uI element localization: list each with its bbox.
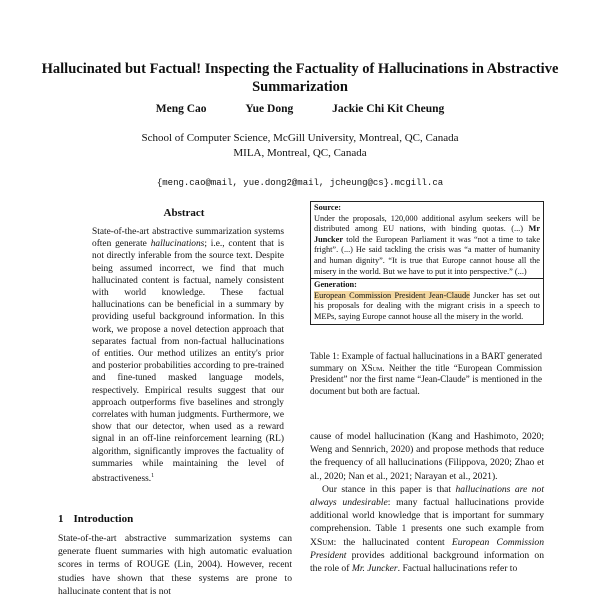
abstract-body	[92, 226, 284, 485]
section-title: Introduction	[73, 513, 134, 525]
author-name: Jackie Chi Kit Cheung	[332, 103, 445, 115]
intro-paragraph: State-of-the-art abstractive summarization systems can generate fluent summaries with high automatic evaluation scores in terms of ROUGE (Lin, 2004). However, recent studies have shown that these systems are prone to hallucinate content that is not	[58, 533, 292, 597]
affiliation-line: School of Computer Science, McGill University, Montreal, QC, Canada	[141, 132, 459, 144]
abstract-heading: Abstract	[163, 207, 205, 219]
body-text: Our stance in this paper is that	[322, 483, 456, 495]
body-smallcaps: Sum	[316, 536, 334, 548]
caption-text: Table 1: Example of factual hallucinations in a BART generated summary on X	[310, 351, 542, 373]
table-caption	[310, 351, 542, 397]
abstract-text: State-of-the-art abstractive summarization systems often generate	[92, 227, 284, 250]
body-text: . Factual hallucinations refer to	[397, 563, 518, 575]
source-text: told the European Parliament it was “not a time to take fright”. (...) He said tackling the crisis was “a matter of humanity and human dignity”. “It is true that Europe cannot house all the misery in the world. But we have to put it into perspective.” (...)	[314, 234, 540, 276]
example-table	[310, 201, 544, 325]
body-emphasis: European Commission President	[310, 536, 544, 561]
body-text: : many factual hallucinations provide additional world knowledge that is important for summary comprehension. Table 1 presents one such example from X	[310, 497, 544, 548]
body-text: : the hallucinated content	[333, 536, 452, 548]
section-heading	[58, 513, 133, 525]
caption-text: . Neither the title “European Commission President” nor the first name “Jean-Claude” is mentioned in the document but both are factual.	[310, 362, 542, 396]
abstract-emphasis: hallucinations	[150, 239, 205, 250]
table-generation-cell	[311, 278, 543, 323]
abstract-text: ; i.e., content that is not directly inferable from the source text. Despite being assumed incorrect, we find that much hallucinated content is factual, namely consistent with world knowledge. These factual hallucinations can be beneficial in a summary by providing useful background information. In this work, we propose a novel detection approach that separates factual from non-factual hallucinations of entities. Our method utilizes an entity's prior and posterior probabilities according to pre-trained and fine-tuned masked language models, respectively. Empirical results suggest that our approach outperforms five baselines and strongly correlates with human judgments. Furthermore, we show that our detector, when used as a reward signal in an off-line reinforcement learning (RL) algorithm, significantly improves the factuality of summaries while maintaining the level of abstractiveness.	[92, 239, 284, 485]
affiliation	[40, 131, 560, 161]
source-text: Under the proposals, 120,000 additional asylum seekers will be distributed among EU nations, with binding quotas. (...)	[314, 213, 540, 234]
generation-text: Juncker has set out his proposals for dealing with the migrant crisis in a speech to MEPs, saying Europe cannot house all the misery in the world.	[314, 290, 540, 321]
caption-smallcaps: Sum	[367, 362, 383, 373]
source-label: Source:	[314, 203, 342, 212]
hallucination-highlight: European Commission President Jean-Claude	[314, 290, 470, 300]
author-emails: {meng.cao@mail, yue.dong2@mail, jcheung@cs}.mcgill.ca	[156, 178, 444, 188]
body-emphasis: hallucinations are not always undesirable	[310, 483, 545, 509]
body-emphasis: Mr. Juncker	[351, 563, 398, 575]
affiliation-line: MILA, Montreal, QC, Canada	[233, 147, 367, 159]
body-paragraph: cause of model hallucination (Kang and Hashimoto, 2020; Weng and Sennrich, 2020) and propose methods that reduce the frequency of all hallucinations (Filippova, 2020; Zhao et al., 2020; Nan et al., 2021; Narayan et al., 2021).	[310, 431, 544, 482]
right-column-text	[310, 430, 544, 575]
author-name: Yue Dong	[245, 103, 294, 115]
body-paragraph	[310, 483, 544, 575]
body-text: provides additional background information on the role of	[310, 549, 544, 575]
section-number: 1	[58, 513, 64, 525]
footnote-mark: 1	[151, 473, 155, 480]
generation-label: Generation:	[314, 280, 357, 290]
table-source-cell	[311, 202, 543, 278]
author-name: Meng Cao	[155, 103, 207, 115]
author-list	[40, 103, 560, 115]
paper-title: Hallucinated but Factual! Inspecting the Factuality of Hallucinations in Abstractive Summarization	[41, 61, 559, 95]
source-entity: Mr Juncker	[314, 224, 540, 244]
